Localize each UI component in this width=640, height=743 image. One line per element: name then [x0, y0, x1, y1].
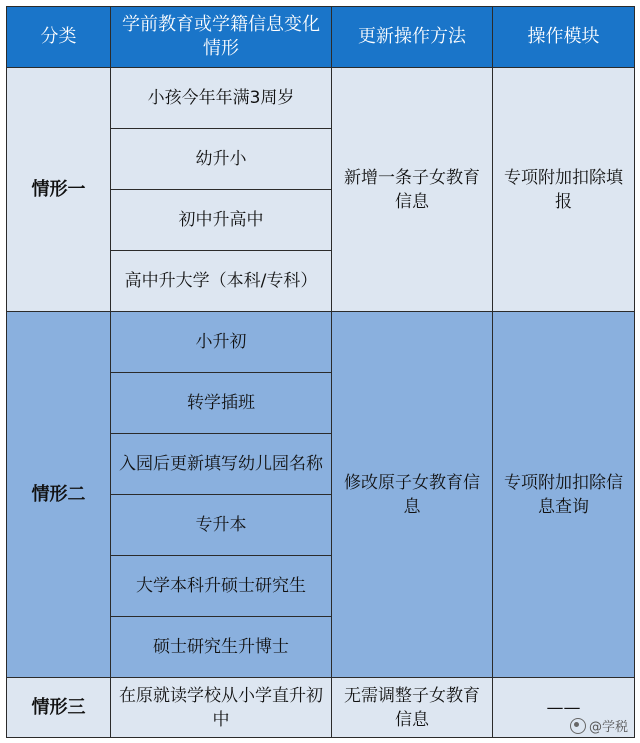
situation-cell: 幼升小 [111, 129, 332, 190]
situation-cell: 高中升大学（本科/专科） [111, 251, 332, 312]
module-cell: —— [493, 678, 635, 738]
header-category: 分类 [7, 7, 111, 68]
watermark [570, 716, 628, 735]
situation-cell: 专升本 [111, 495, 332, 556]
situation-cell: 硕士研究生升博士 [111, 617, 332, 678]
logo-icon [570, 718, 586, 734]
category-cell: 情形一 [7, 68, 111, 312]
module-cell: 专项附加扣除信息查询 [493, 312, 635, 678]
header-module: 操作模块 [493, 7, 635, 68]
method-cell: 新增一条子女教育信息 [332, 68, 493, 312]
category-cell: 情形三 [7, 678, 111, 738]
header-situation: 学前教育或学籍信息变化情形 [111, 7, 332, 68]
table-row [7, 678, 635, 738]
method-cell: 修改原子女教育信息 [332, 312, 493, 678]
header-row [7, 7, 635, 68]
method-cell: 无需调整子女教育信息 [332, 678, 493, 738]
table-row [7, 312, 635, 373]
header-method: 更新操作方法 [332, 7, 493, 68]
module-cell: 专项附加扣除填报 [493, 68, 635, 312]
situation-cell: 小升初 [111, 312, 332, 373]
situation-cell: 大学本科升硕士研究生 [111, 556, 332, 617]
table-row [7, 68, 635, 129]
education-info-table [6, 6, 635, 738]
situation-cell: 转学插班 [111, 373, 332, 434]
situation-cell: 初中升高中 [111, 190, 332, 251]
category-cell: 情形二 [7, 312, 111, 678]
watermark-text: @学税 [588, 720, 628, 735]
situation-cell: 小孩今年年满3周岁 [111, 68, 332, 129]
situation-cell: 在原就读学校从小学直升初中 [111, 678, 332, 738]
situation-cell: 入园后更新填写幼儿园名称 [111, 434, 332, 495]
